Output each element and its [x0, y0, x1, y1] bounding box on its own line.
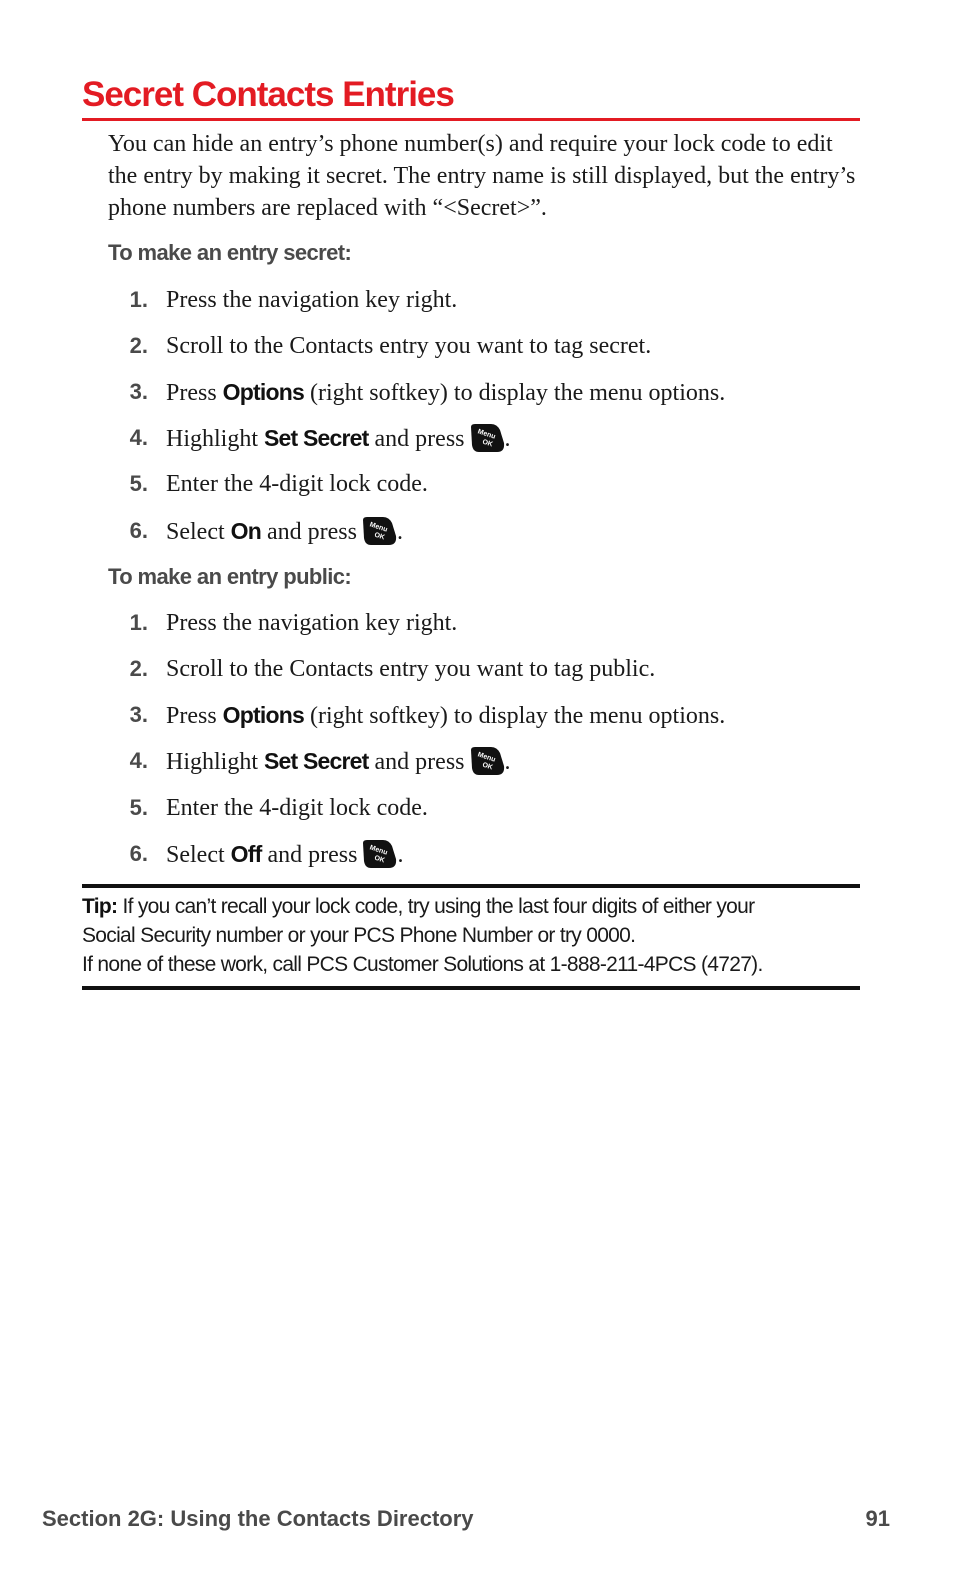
step-text-post: (right softkey) to display the menu options. [303, 380, 726, 406]
tip-box [82, 884, 860, 990]
step-number: 5. [129, 795, 148, 820]
step-text-pre: Select [166, 519, 231, 545]
step-number: 2. [129, 656, 148, 681]
step-text: Press the navigation key right. [166, 287, 458, 313]
step-text [166, 836, 403, 873]
tip-line-3: If none of these work, call PCS Customer Solutions at 1-888-211-4PCS (4727). [82, 953, 763, 976]
menu-key-line1: Menu [368, 521, 389, 534]
step-text: Enter the 4-digit lock code. [166, 795, 428, 821]
step-number: 4. [129, 748, 148, 773]
step-text-end: . [397, 842, 404, 868]
section-heading-secret: To make an entry secret: [108, 240, 352, 265]
section-heading-public: To make an entry public: [108, 564, 352, 589]
step-number: 2. [129, 333, 148, 358]
menu-key-line2: OK [373, 854, 386, 865]
menu-key-line1: Menu [369, 844, 389, 857]
menu-key-line1: Menu [476, 751, 496, 764]
step-text-pre: Press [166, 703, 223, 729]
step-text-end: . [504, 749, 511, 775]
step-text [166, 697, 725, 734]
step-number: 4. [129, 425, 148, 450]
step-number: 5. [129, 471, 148, 496]
step-number: 1. [129, 287, 148, 312]
menu-key-line2: OK [373, 531, 386, 542]
step-text-pre: Highlight [166, 426, 265, 452]
step-text-post: and press [368, 426, 465, 452]
step-text-post: and press [260, 519, 357, 545]
tip-text-1: If you can’t recall your lock code, try using the last four digits of either your [117, 895, 755, 918]
menu-ok-key-icon [469, 423, 505, 453]
tip-line-2: Social Security number or your PCS Phone Number or try 0000. [82, 924, 636, 947]
key-options: Options [222, 702, 304, 728]
step-text: Press the navigation key right. [166, 610, 458, 636]
step-text [166, 743, 511, 780]
menu-ok-key-icon [361, 839, 397, 869]
step-number: 3. [129, 379, 148, 404]
step-text-end: . [396, 519, 403, 545]
step-text-post: (right softkey) to display the menu options. [303, 703, 726, 729]
step-text [166, 374, 725, 411]
step-text-pre: Press [166, 380, 223, 406]
tip-label: Tip: [82, 895, 118, 918]
step-text [166, 420, 511, 457]
tip-content [82, 892, 860, 979]
key-set-secret: Set Secret [264, 748, 369, 774]
tip-line-1 [82, 892, 860, 921]
page-title: Secret Contacts Entries [82, 74, 860, 121]
step-text [166, 513, 403, 550]
step-number: 6. [129, 518, 148, 543]
menu-key-line2: OK [480, 438, 494, 449]
step-text: Enter the 4-digit lock code. [166, 471, 428, 497]
step-text-post: and press [368, 749, 465, 775]
step-text-pre: Select [166, 842, 231, 868]
key-on: On [230, 518, 261, 544]
menu-key-line1: Menu [476, 428, 496, 441]
menu-key-line2: OK [480, 761, 494, 772]
step-number: 6. [129, 841, 148, 866]
step-number: 1. [129, 610, 148, 635]
key-set-secret: Set Secret [264, 425, 369, 451]
footer-section-title: Section 2G: Using the Contacts Directory [42, 1506, 474, 1531]
step-text-end: . [504, 426, 511, 452]
menu-ok-key-icon [469, 746, 505, 776]
step-text: Scroll to the Contacts entry you want to tag secret. [166, 333, 652, 359]
menu-ok-key-icon [361, 516, 397, 546]
step-text-pre: Highlight [166, 749, 265, 775]
step-text: Scroll to the Contacts entry you want to tag public. [166, 656, 656, 682]
step-text-post: and press [261, 842, 358, 868]
intro-paragraph: You can hide an entry’s phone number(s) and require your lock code to edit the entry by making it secret. The entry name is still displayed, but the entry’s phone numbers are replaced with “<Secret>”. [108, 131, 856, 221]
step-number: 3. [129, 702, 148, 727]
page-number: 91 [865, 1506, 890, 1531]
key-options: Options [222, 379, 304, 405]
key-off: Off [230, 841, 262, 867]
